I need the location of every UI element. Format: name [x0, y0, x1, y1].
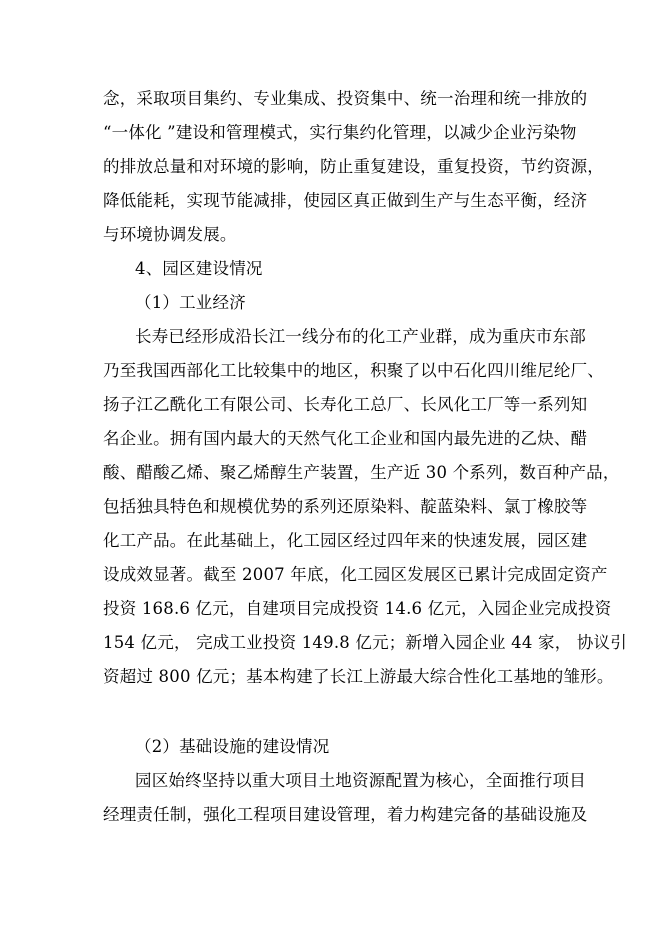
paragraph-line: 酸、醋酸乙烯、聚乙烯醇生产装置，生产近 30 个系列，数百种产品，	[103, 463, 620, 482]
paragraph-line: 包括独具特色和规模优势的系列还原染料、靛蓝染料、氯丁橡胶等	[103, 497, 588, 516]
paragraph-line: 154 亿元， 完成工业投资 149.8 亿元；新增入园企业 44 家， 协议引	[103, 633, 627, 652]
paragraph-line: 设成效显著。截至 2007 年底，化工园区发展区已累计完成固定资产	[103, 565, 608, 584]
paragraph-line: 资超过 800 亿元；基本构建了长江上游最大综合性化工基地的雏形。	[103, 667, 614, 686]
section-heading: 4、园区建设情况	[135, 259, 263, 278]
paragraph-line: “一体化 ”建设和管理模式，实行集约化管理，以减少企业污染物	[103, 123, 577, 142]
paragraph-line: 名企业。拥有国内最大的天然气化工企业和国内最先进的乙炔、醋	[103, 429, 588, 448]
paragraph-line: 的排放总量和对环境的影响，防止重复建设，重复投资，节约资源，	[103, 157, 604, 176]
paragraph-line: 降低能耗，实现节能减排，使园区真正做到生产与生态平衡，经济	[103, 191, 588, 210]
subsection-heading: （2）基础设施的建设情况	[135, 737, 330, 756]
paragraph-line: 乃至我国西部化工比较集中的地区，积聚了以中石化四川维尼纶厂、	[103, 361, 604, 380]
paragraph-line: 化工产品。在此基础上，化工园区经过四年来的快速发展，园区建	[103, 531, 588, 550]
paragraph-line: 念，采取项目集约、专业集成、投资集中、统一治理和统一排放的	[103, 89, 588, 108]
subsection-heading: （1）工业经济	[135, 293, 246, 312]
paragraph-line: 扬子江乙酰化工有限公司、长寿化工总厂、长风化工厂等一系列知	[103, 395, 588, 414]
paragraph-line: 与环境协调发展。	[103, 225, 237, 244]
paragraph-line: 长寿已经形成沿长江一线分布的化工产业群，成为重庆市东部	[135, 327, 586, 346]
paragraph-line: 经理责任制，强化工程项目建设管理，着力构建完备的基础设施及	[103, 805, 588, 824]
paragraph-line: 投资 168.6 亿元，自建项目完成投资 14.6 亿元，入园企业完成投资	[103, 599, 612, 618]
paragraph-line: 园区始终坚持以重大项目土地资源配置为核心，全面推行项目	[135, 771, 586, 790]
